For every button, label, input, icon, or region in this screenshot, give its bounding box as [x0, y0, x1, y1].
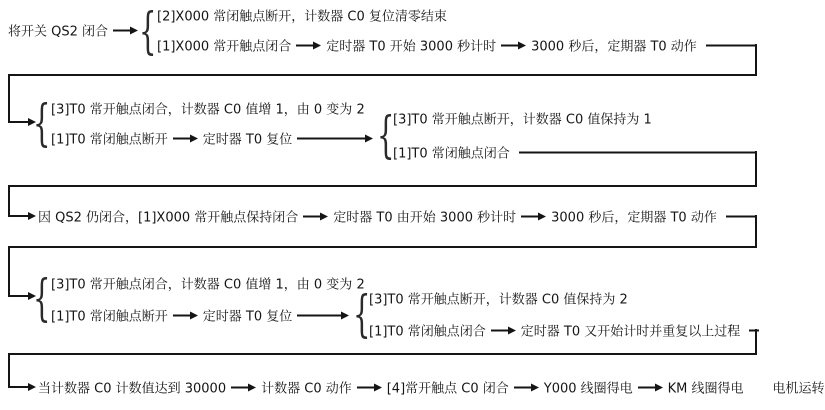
step-text: 定时器 T0 复位 — [202, 309, 293, 325]
arrow-icon — [297, 311, 349, 319]
brace-icon: { — [33, 94, 51, 152]
connector-line — [755, 215, 757, 248]
arrow-icon — [638, 383, 663, 391]
connector-line — [8, 353, 10, 387]
arrow-icon — [8, 383, 36, 391]
row3-chain — [38, 207, 757, 226]
step-text: 定时器 T0 开始 3000 秒计时 — [326, 39, 497, 55]
step-text: [1]T0 常闭触点断开 — [51, 132, 168, 148]
connector-line — [755, 329, 757, 355]
connector-line — [755, 151, 757, 187]
row2-sub-bottom — [393, 143, 757, 162]
step-text: [1]T0 常闭触点断开 — [51, 309, 168, 325]
arrow-icon — [173, 311, 198, 319]
row5-chain — [38, 378, 825, 397]
arrow-icon — [8, 118, 36, 126]
connector-line — [8, 74, 757, 76]
step-text: 电机运转 — [772, 381, 825, 397]
connector-line — [519, 151, 757, 153]
arrow-icon — [8, 212, 36, 220]
step-text: 当计数器 C0 计数值达到 30000 — [38, 381, 227, 397]
connector-line — [8, 185, 757, 187]
step-text: KM 线圈得电 — [667, 381, 744, 397]
step-text: 定时器 T0 又开始计时并重复以上过程 — [520, 324, 741, 340]
connector-line — [8, 246, 10, 297]
step-text: [1]X000 常开触点闭合 — [157, 39, 292, 55]
step-text: 3000 秒后，定期器 T0 动作 — [551, 210, 717, 226]
arrow-icon — [113, 26, 138, 34]
step-text: 计数器 C0 动作 — [261, 381, 352, 397]
row4-sub-bottom — [369, 321, 757, 340]
connector-line — [8, 246, 757, 248]
connector-line — [8, 74, 10, 123]
step-text: [3]T0 常开触点闭合，计数器 C0 值增 1，由 0 变为 2 — [51, 102, 365, 118]
step-text: Y000 线圈得电 — [543, 381, 633, 397]
row2-branch-top — [51, 99, 365, 118]
arrow-icon — [303, 212, 328, 220]
arrow-icon — [491, 326, 516, 334]
arrow-icon — [297, 134, 373, 142]
row4-branch-top — [51, 274, 365, 293]
arrow-icon — [357, 383, 382, 391]
arrow-icon — [514, 383, 539, 391]
connector-line — [8, 353, 757, 355]
step-text: [3]T0 常开触点断开，计数器 C0 值保持为 2 — [369, 292, 628, 308]
arrow-icon — [231, 383, 256, 391]
arrow-icon — [173, 134, 198, 142]
arrow-icon — [501, 41, 526, 49]
arrow-icon — [296, 41, 321, 49]
step-text: [4]常开触点 C0 闭合 — [386, 381, 509, 397]
brace-icon: { — [33, 269, 51, 327]
brace-icon: { — [139, 2, 157, 60]
arrow-icon — [8, 292, 36, 300]
row2-branch-bottom — [51, 129, 373, 148]
step-text: [3]T0 常开触点闭合，计数器 C0 值增 1，由 0 变为 2 — [51, 277, 365, 293]
step-text: [1]T0 常闭触点闭合 — [393, 146, 510, 162]
step-text: 因 QS2 仍闭合，[1]X000 常开触点保持闭合 — [38, 210, 299, 226]
row1-start-chain — [8, 21, 138, 40]
brace-icon: { — [353, 285, 371, 343]
arrow-icon — [521, 212, 546, 220]
connector-line — [706, 44, 757, 46]
step-text: 将开关 QS2 闭合 — [8, 24, 109, 40]
step-text: [3]T0 常开触点断开，计数器 C0 值保持为 1 — [393, 112, 652, 128]
step-text: [2]X000 常闭触点断开，计数器 C0 复位清零结束 — [157, 9, 447, 25]
step-text: 3000 秒后，定期器 T0 动作 — [531, 39, 697, 55]
step-text: 定时器 T0 复位 — [202, 132, 293, 148]
connector-line — [726, 215, 757, 217]
brace-icon: { — [377, 106, 395, 164]
row1-branch-top — [157, 6, 447, 25]
step-text: 定时器 T0 由开始 3000 秒计时 — [333, 210, 517, 226]
row4-sub-top — [369, 289, 628, 308]
row1-branch-bottom — [157, 36, 757, 55]
row2-sub-top — [393, 109, 652, 128]
row4-branch-bottom — [51, 306, 349, 325]
step-text: [1]T0 常闭触点闭合 — [369, 324, 486, 340]
connector-line — [755, 44, 757, 76]
